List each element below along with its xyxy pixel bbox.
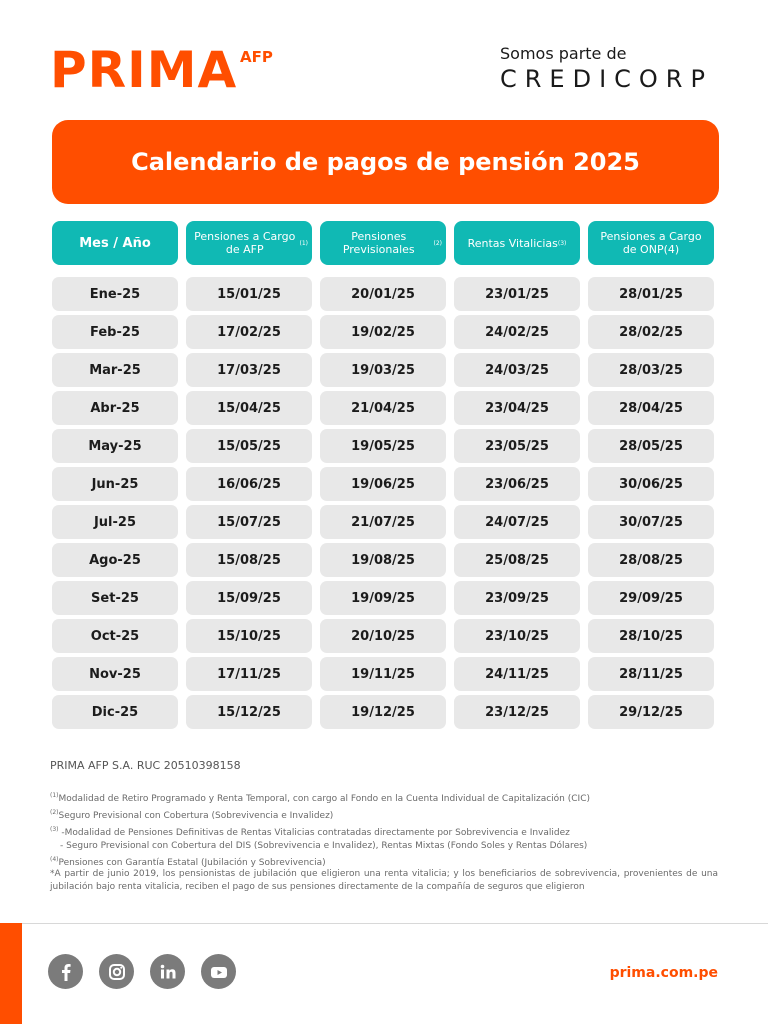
footnote-marker: (2) (433, 239, 442, 247)
table-row (52, 353, 714, 387)
column-header (186, 221, 312, 265)
table-row (52, 467, 714, 501)
date-cell: 24/07/25 (454, 505, 580, 539)
date-cell: 23/06/25 (454, 467, 580, 501)
date-cell: 15/07/25 (186, 505, 312, 539)
date-cell: 25/08/25 (454, 543, 580, 577)
footer-divider (0, 923, 768, 924)
date-cell: 24/03/25 (454, 353, 580, 387)
linkedin-icon[interactable] (150, 954, 185, 989)
date-cell: 17/02/25 (186, 315, 312, 349)
footnote-line (50, 789, 718, 806)
footnote-text: -Modalidad de Pensiones Definitivas de Rentas Vitalicias contratadas directamente por Sobrevivencia e Invalidez (58, 828, 570, 838)
footnote-text: Seguro Previsional con Cobertura (Sobrevivencia e Invalidez) (58, 811, 334, 821)
date-cell: 23/12/25 (454, 695, 580, 729)
date-cell: 16/06/25 (186, 467, 312, 501)
social-links (48, 954, 236, 989)
date-cell: 30/07/25 (588, 505, 714, 539)
month-cell: Abr-25 (52, 391, 178, 425)
title-banner (52, 120, 719, 204)
credicorp-logo (500, 44, 718, 93)
date-cell: 29/09/25 (588, 581, 714, 615)
footnote-line (50, 806, 718, 823)
date-cell: 28/08/25 (588, 543, 714, 577)
date-cell: 28/10/25 (588, 619, 714, 653)
accent-bar (0, 923, 22, 1024)
month-cell: Oct-25 (52, 619, 178, 653)
column-header (52, 221, 178, 265)
date-cell: 15/08/25 (186, 543, 312, 577)
month-cell: Mar-25 (52, 353, 178, 387)
table-row (52, 657, 714, 691)
date-cell: 15/05/25 (186, 429, 312, 463)
facebook-icon[interactable] (48, 954, 83, 989)
date-cell: 19/09/25 (320, 581, 446, 615)
month-cell: Dic-25 (52, 695, 178, 729)
date-cell: 20/01/25 (320, 277, 446, 311)
date-cell: 28/01/25 (588, 277, 714, 311)
prima-afp-logo (50, 41, 273, 99)
column-header-label: Rentas Vitalicias (467, 236, 558, 250)
footnotes (50, 789, 718, 870)
date-cell: 15/12/25 (186, 695, 312, 729)
company-ruc: PRIMA AFP S.A. RUC 20510398158 (50, 759, 241, 772)
date-cell: 19/11/25 (320, 657, 446, 691)
footnote-marker: (2) (50, 809, 59, 816)
date-cell: 20/10/25 (320, 619, 446, 653)
date-cell: 19/08/25 (320, 543, 446, 577)
date-cell: 28/02/25 (588, 315, 714, 349)
date-cell: 15/04/25 (186, 391, 312, 425)
date-cell: 28/04/25 (588, 391, 714, 425)
footnote-text: Pensiones con Garantía Estatal (Jubilación y Sobrevivencia) (58, 858, 326, 868)
date-cell: 17/03/25 (186, 353, 312, 387)
date-cell: 28/11/25 (588, 657, 714, 691)
column-header-label: Mes / Año (79, 235, 151, 251)
date-cell: 15/01/25 (186, 277, 312, 311)
table-row (52, 277, 714, 311)
footnote-marker: (1) (50, 792, 59, 799)
table-row (52, 505, 714, 539)
footnote-marker: (1) (299, 239, 308, 247)
column-header-label: Pensiones a Cargo de AFP (194, 230, 296, 256)
month-cell: Ago-25 (52, 543, 178, 577)
date-cell: 15/10/25 (186, 619, 312, 653)
partner-text: Somos parte de (500, 44, 627, 63)
website-link[interactable]: prima.com.pe (609, 965, 718, 981)
date-cell: 30/06/25 (588, 467, 714, 501)
date-cell: 23/10/25 (454, 619, 580, 653)
column-header (588, 221, 714, 265)
date-cell: 23/04/25 (454, 391, 580, 425)
date-cell: 19/06/25 (320, 467, 446, 501)
table-row (52, 391, 714, 425)
footnote-line (50, 840, 718, 853)
table-row (52, 619, 714, 653)
instagram-icon[interactable] (99, 954, 134, 989)
logo-wordmark: PRIMA (50, 41, 238, 99)
date-cell: 17/11/25 (186, 657, 312, 691)
table-row (52, 543, 714, 577)
date-cell: 19/02/25 (320, 315, 446, 349)
column-header-label: Pensiones a Cargo de ONP(4) (600, 230, 702, 256)
footnote-marker: (3) (50, 826, 59, 833)
youtube-icon[interactable] (201, 954, 236, 989)
column-header (320, 221, 446, 265)
date-cell: 29/12/25 (588, 695, 714, 729)
footnote-text: - Seguro Previsional con Cobertura del DIS (Sobrevivencia e Invalidez), Rentas Mixtas (Fondo Soles y Rentas Dólares) (60, 841, 588, 851)
column-header-label: Pensiones Previsionales (342, 230, 415, 256)
table-row (52, 315, 714, 349)
page-title: Calendario de pagos de pensión 2025 (131, 148, 640, 176)
month-cell: Jun-25 (52, 467, 178, 501)
table-row (52, 695, 714, 729)
date-cell: 23/01/25 (454, 277, 580, 311)
month-cell: Jul-25 (52, 505, 178, 539)
logo-suffix: AFP (240, 48, 273, 66)
date-cell: 24/11/25 (454, 657, 580, 691)
month-cell: Nov-25 (52, 657, 178, 691)
table-body (52, 277, 714, 729)
date-cell: 19/03/25 (320, 353, 446, 387)
date-cell: 21/04/25 (320, 391, 446, 425)
table-header-row (52, 221, 714, 265)
month-cell: May-25 (52, 429, 178, 463)
disclaimer: *A partir de junio 2019, los pensionistas de jubilación que eligieron una renta vitalicia; y los beneficiarios de sobrevivencia, provenientes de una jubilación bajo renta vitalicia, reciben el pago de sus pensiones directamente de la compañía de seguros que eligieron (50, 869, 718, 892)
footnote-text: Modalidad de Retiro Programado y Renta Temporal, con cargo al Fondo en la Cuenta Individual de Capitalización (CIC) (58, 794, 590, 804)
month-cell: Set-25 (52, 581, 178, 615)
date-cell: 15/09/25 (186, 581, 312, 615)
partner-name: CREDICORP (500, 65, 713, 93)
date-cell: 23/05/25 (454, 429, 580, 463)
footnote-marker: (3) (557, 239, 567, 247)
month-cell: Feb-25 (52, 315, 178, 349)
footnote-marker: (4) (50, 856, 59, 863)
table-row (52, 429, 714, 463)
date-cell: 19/12/25 (320, 695, 446, 729)
date-cell: 28/05/25 (588, 429, 714, 463)
date-cell: 28/03/25 (588, 353, 714, 387)
table-row (52, 581, 714, 615)
date-cell: 21/07/25 (320, 505, 446, 539)
date-cell: 19/05/25 (320, 429, 446, 463)
footnote-line (50, 823, 718, 840)
column-header (454, 221, 580, 265)
date-cell: 23/09/25 (454, 581, 580, 615)
month-cell: Ene-25 (52, 277, 178, 311)
date-cell: 24/02/25 (454, 315, 580, 349)
payment-calendar-table (52, 221, 714, 733)
